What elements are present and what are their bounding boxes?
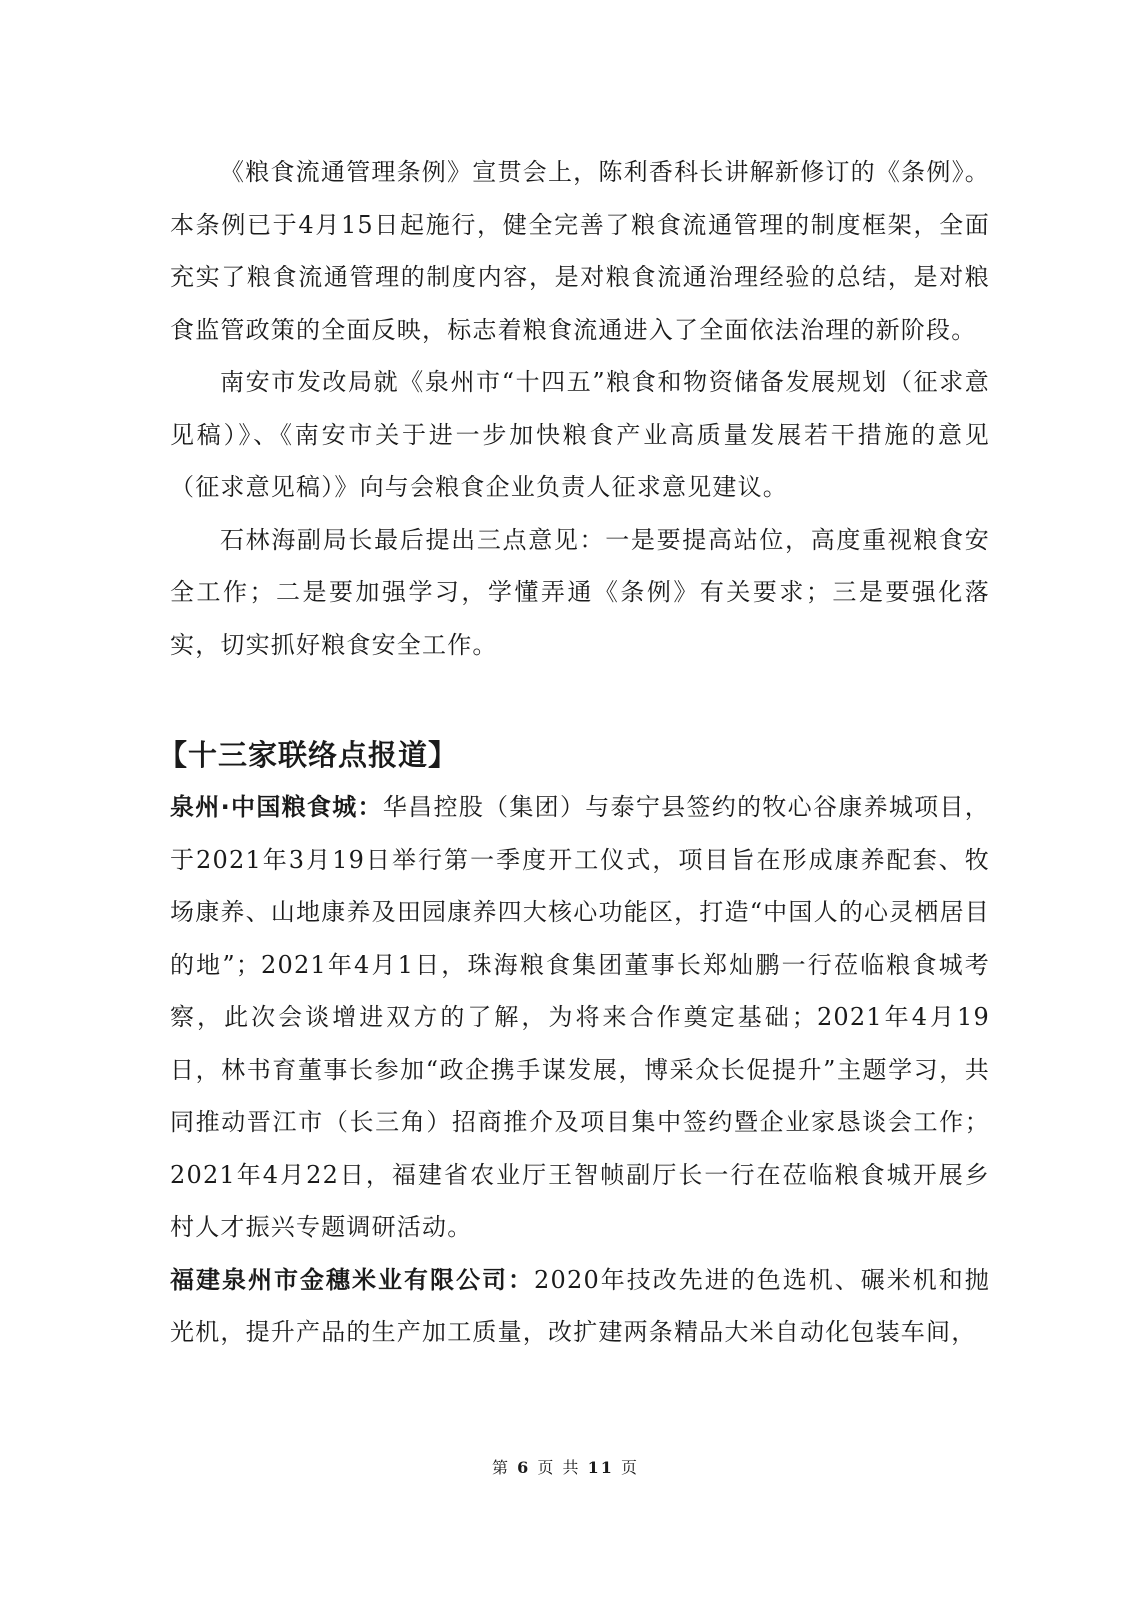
report-text: 2020年技改先进的色选机、碾米机和抛光机，提升产品的生产加工质量，改扩建两条精品大米自动化包装车间， — [170, 1265, 990, 1346]
report-lead: 泉州·中国粮食城： — [170, 793, 383, 821]
report-lead: 福建泉州市金穗米业有限公司： — [170, 1265, 535, 1294]
paragraph-regulation-briefing: 《粮食流通管理条例》宣贯会上，陈利香科长讲解新修订的《条例》。本条例已于4月15日起施行，健全完善了粮食流通管理的制度框架，全面充实了粮食流通管理的制度内容，是对粮食流通治理经验的总结，是对粮食监管政策的全面反映，标志着粮食流通进入了全面依法治理的新阶段。 — [170, 158, 990, 344]
report-text: 华昌控股（集团）与泰宁县签约的牧心谷康养城项目，于2021年3月19日举行第一季度开工仪式，项目旨在形成康养配套、牧场康养、山地康养及田园康养四大核心功能区，打造“中国人的心灵栖居目的地”；2021年4月1日，珠海粮食集团董事长郑灿鹏一行莅临粮食城考察，此次会谈增进双方的了解，为将来合作奠定基础；2021年4月19日，林书育董事长参加“政企携手谋发展，博采众长促提升”主题学习，共同推动晋江市（长三角）招商推介及项目集中签约暨企业家恳谈会工作；2021年4月22日，福建省农业厅王智帧副厅长一行在莅临粮食城开展乡村人才振兴专题调研活动。 — [170, 793, 990, 1241]
document-body — [158, 146, 990, 1359]
paragraph-three-opinions: 石林海副局长最后提出三点意见：一是要提高站位，高度重视粮食安全工作；二是要加强学习，学懂弄通《条例》有关要求；三是要强化落实，切实抓好粮食安全工作。 — [170, 525, 990, 659]
footer-total-pages: 11 — [587, 1458, 614, 1477]
footer-suffix: 页 — [620, 1458, 639, 1477]
report-jinsui-rice — [170, 1254, 990, 1359]
footer-current-page: 6 — [517, 1458, 531, 1477]
page-footer — [0, 1455, 1131, 1478]
footer-prefix: 第 — [492, 1458, 511, 1477]
paragraph-nanan-consultation: 南安市发改局就《泉州市“十四五”粮食和物资储备发展规划（征求意见稿）》、《南安市关于进一步加快粮食产业高质量发展若干措施的意见（征求意见稿）》向与会粮食企业负责人征求意见建议。 — [170, 368, 990, 501]
footer-middle: 页 共 — [537, 1458, 581, 1477]
report-grain-city — [170, 781, 990, 1254]
section-heading: 【十三家联络点报道】 — [158, 738, 459, 772]
